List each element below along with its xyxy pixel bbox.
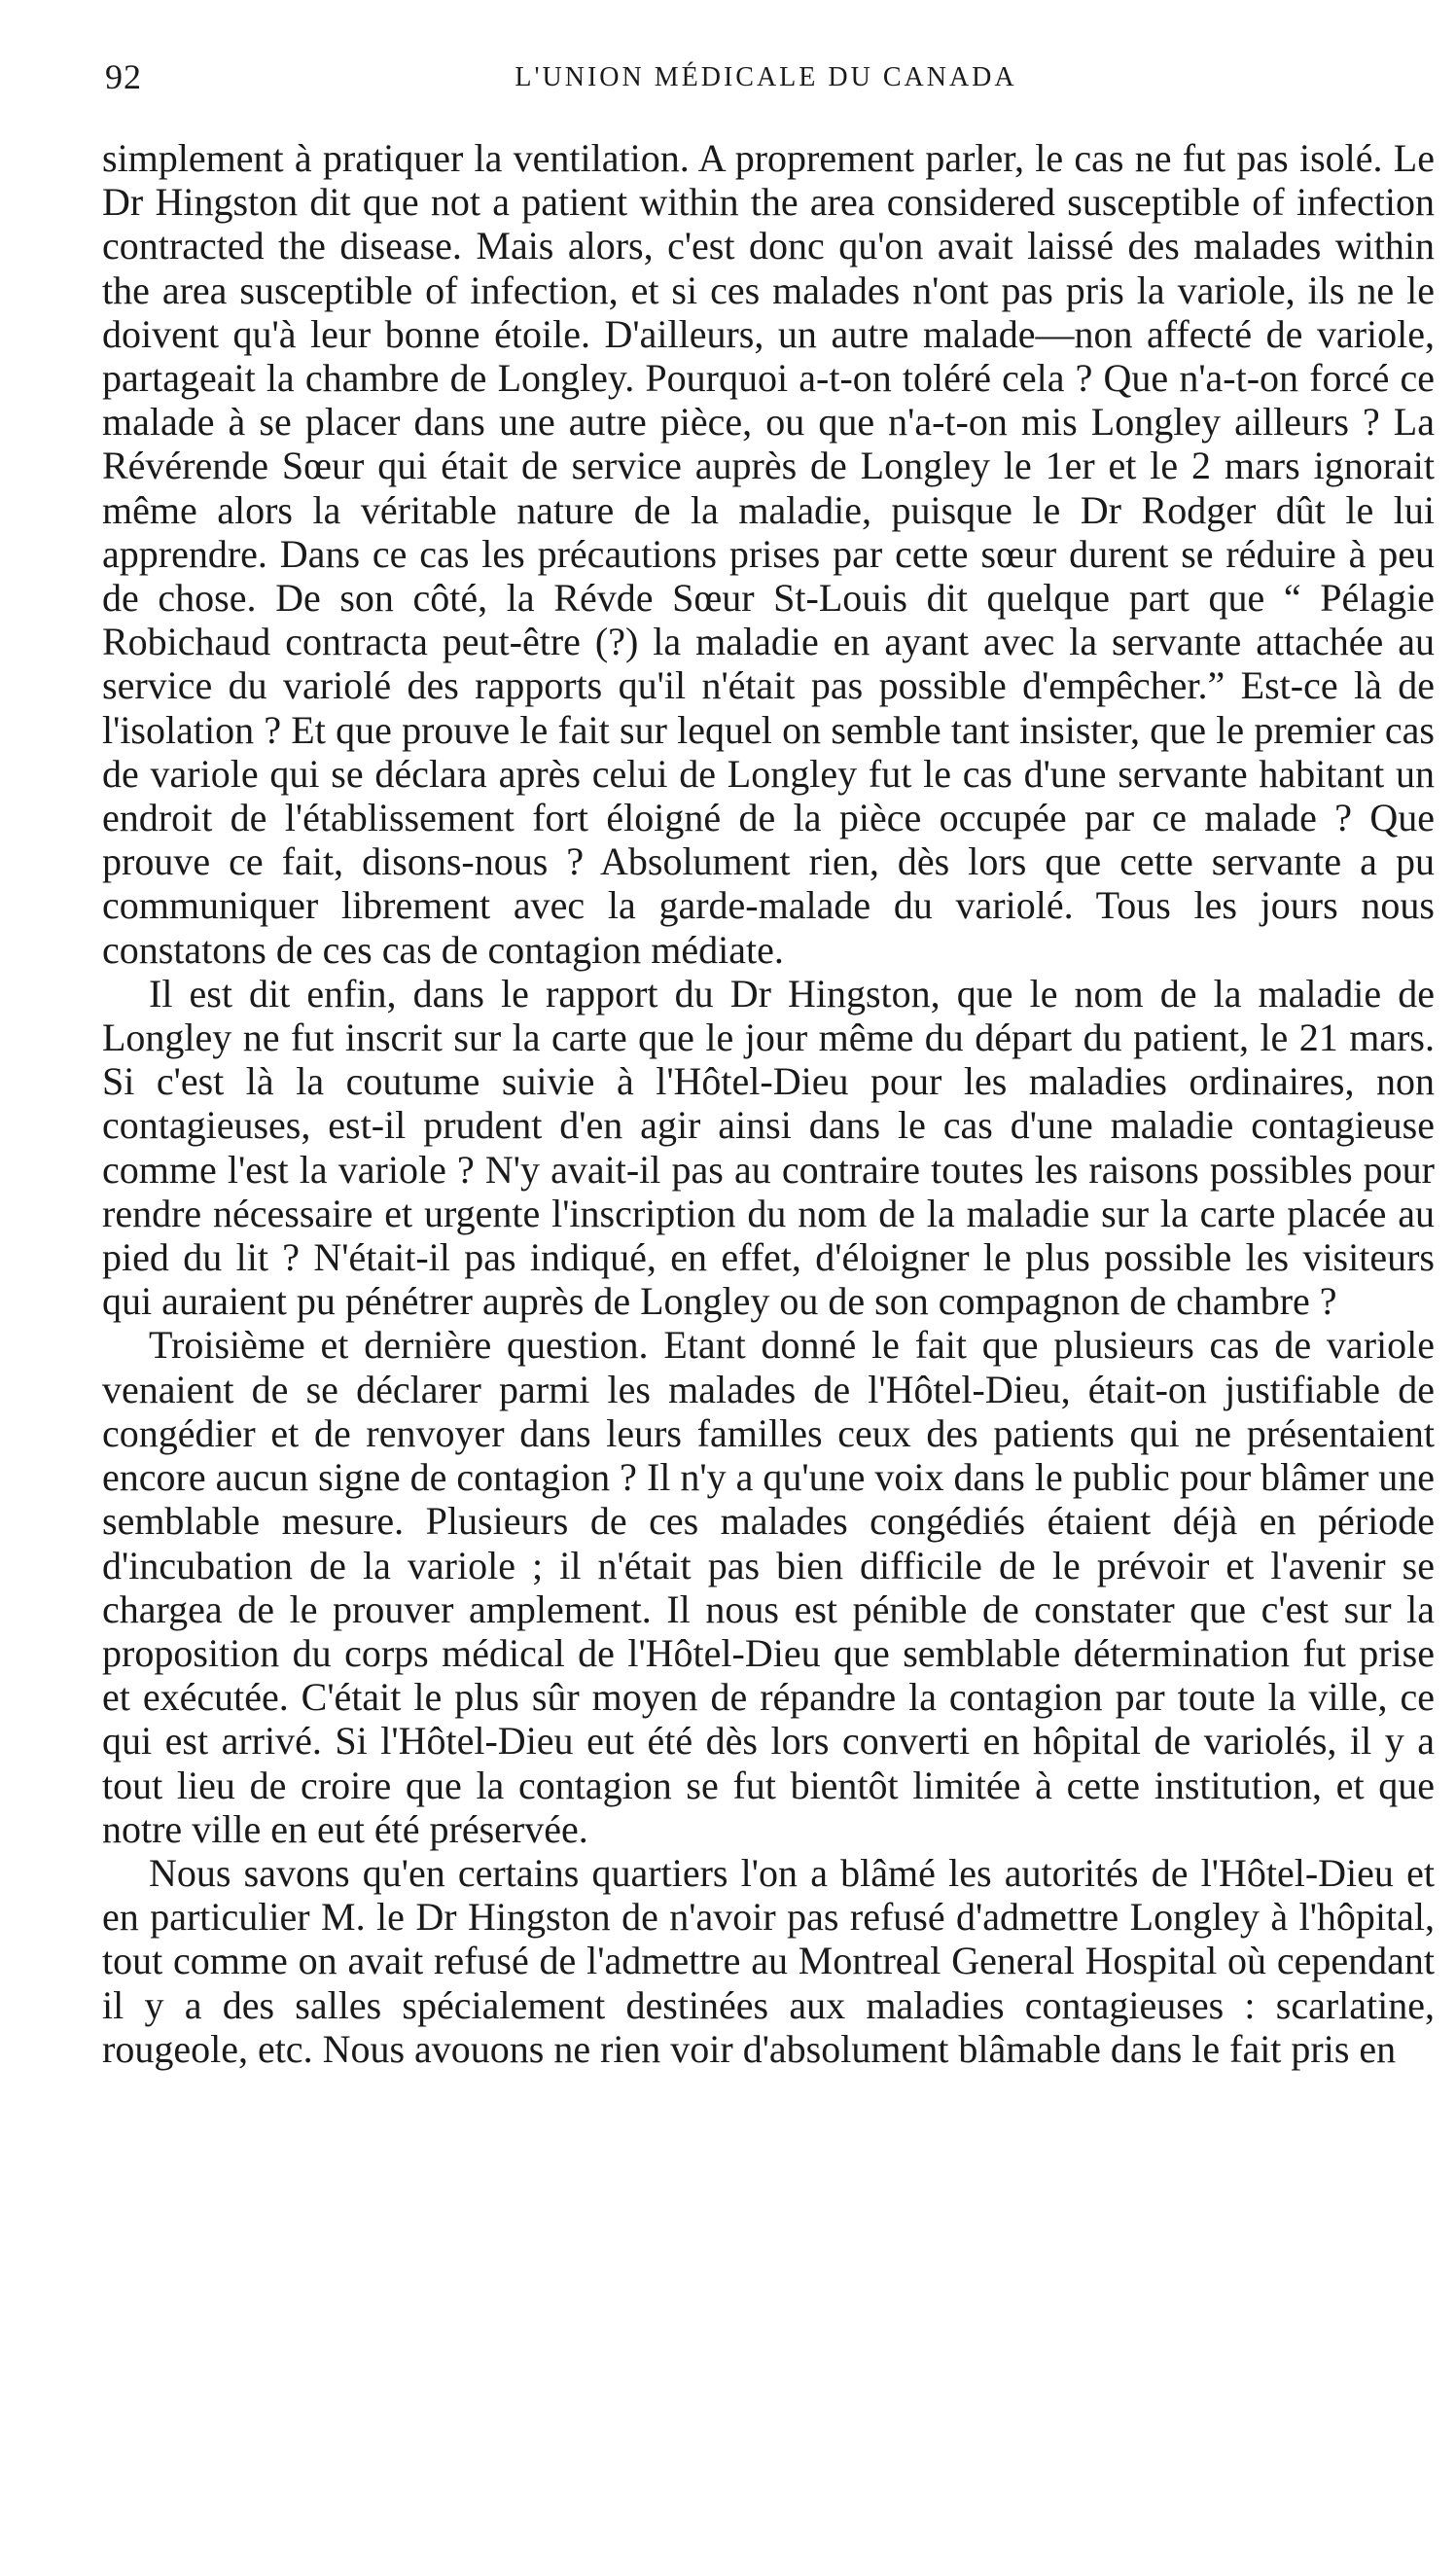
running-title: L'UNION MÉDICALE DU CANADA bbox=[515, 62, 1017, 92]
article-body bbox=[102, 136, 1435, 2071]
page-number: 92 bbox=[105, 57, 142, 96]
paragraph: Il est dit enfin, dans le rapport du Dr Hingston, que le nom de la maladie de Longley ne fut inscrit sur la carte que le jour même du départ du patient, le 21 mars. Si c'est là la coutume suivie à l'Hôtel-Dieu pour les maladies ordinaires, non contagieuses, est-il prudent d'en agir ainsi dans le cas d'une maladie contagieuse comme l'est la variole ? N'y avait-il pas au contraire toutes les raisons possibles pour rendre nécessaire et urgente l'inscription du nom de la maladie sur la carte placée au pied du lit ? N'était-il pas indiqué, en effet, d'éloigner le plus possible les visiteurs qui auraient pu pénétrer auprès de Longley ou de son compagnon de chambre ? bbox=[102, 971, 1435, 1324]
page-header bbox=[97, 56, 1435, 99]
paragraph: simplement à pratiquer la ventilation. A proprement parler, le cas ne fut pas isolé. Le Dr Hingston dit que not a patient within the area considered susceptible of infection contracted the disease. Mais alors, c'est donc qu'on avait laissé des malades within the area susceptible of infection, et si ces malades n'ont pas pris la variole, ils ne le doivent qu'à leur bonne étoile. D'ailleurs, un autre malade—non affecté de variole, partageait la chambre de Longley. Pourquoi a-t-on toléré cela ? Que n'a-t-on forcé ce malade à se placer dans une autre pièce, ou que n'a-t-on mis Longley ailleurs ? La Révérende Sœur qui était de service auprès de Longley le 1er et le 2 mars ignorait même alors la véritable nature de la maladie, puisque le Dr Rodger dût le lui apprendre. Dans ce cas les précautions prises par cette sœur durent se réduire à peu de chose. De son côté, la Révde Sœur St-Louis dit quelque part que “ Pélagie Robichaud contracta peut-être (?) la maladie en ayant avec la servante attachée au service du variolé des rapports qu'il n'était pas possible d'empêcher.” Est-ce là de l'isolation ? Et que prouve le fait sur lequel on semble tant insister, que le premier cas de variole qui se déclara après celui de Longley fut le cas d'une servante habitant un endroit de l'établissement fort éloigné de la pièce occupée par ce malade ? Que prouve ce fait, disons-nous ? Absolument rien, dès lors que cette servante a pu communiquer librement avec la garde-malade du variolé. Tous les jours nous constatons de ces cas de contagion médiate. bbox=[102, 136, 1435, 972]
paragraph: Nous savons qu'en certains quartiers l'on a blâmé les autorités de l'Hôtel-Dieu et en particulier M. le Dr Hingston de n'avoir pas refusé d'admettre Longley à l'hôpital, tout comme on avait refusé de l'admettre au Montreal General Hospital où cependant il y a des salles spécialement destinées aux maladies contagieuses : scarlatine, rougeole, etc. Nous avouons ne rien voir d'absolument blâmable dans le fait pris en bbox=[102, 1850, 1435, 2071]
paragraph: Troisième et dernière question. Etant donné le fait que plusieurs cas de variole venaient de se déclarer parmi les malades de l'Hôtel-Dieu, était-on justifiable de congédier et de renvoyer dans leurs familles ceux des patients qui ne présentaient encore aucun signe de contagion ? Il n'y a qu'une voix dans le public pour blâmer une semblable mesure. Plusieurs de ces malades congédiés étaient déjà en période d'incubation de la variole ; il n'était pas bien difficile de le prévoir et l'avenir se chargea de le prouver amplement. Il nous est pénible de constater que c'est sur la proposition du corps médical de l'Hôtel-Dieu que semblable détermination fut prise et exécutée. C'était le plus sûr moyen de répandre la contagion par toute la ville, ce qui est arrivé. Si l'Hôtel-Dieu eut été dès lors converti en hôpital de variolés, il y a tout lieu de croire que la contagion se fut bientôt limitée à cette institution, et que notre ville en eut été préservée. bbox=[102, 1323, 1435, 1851]
